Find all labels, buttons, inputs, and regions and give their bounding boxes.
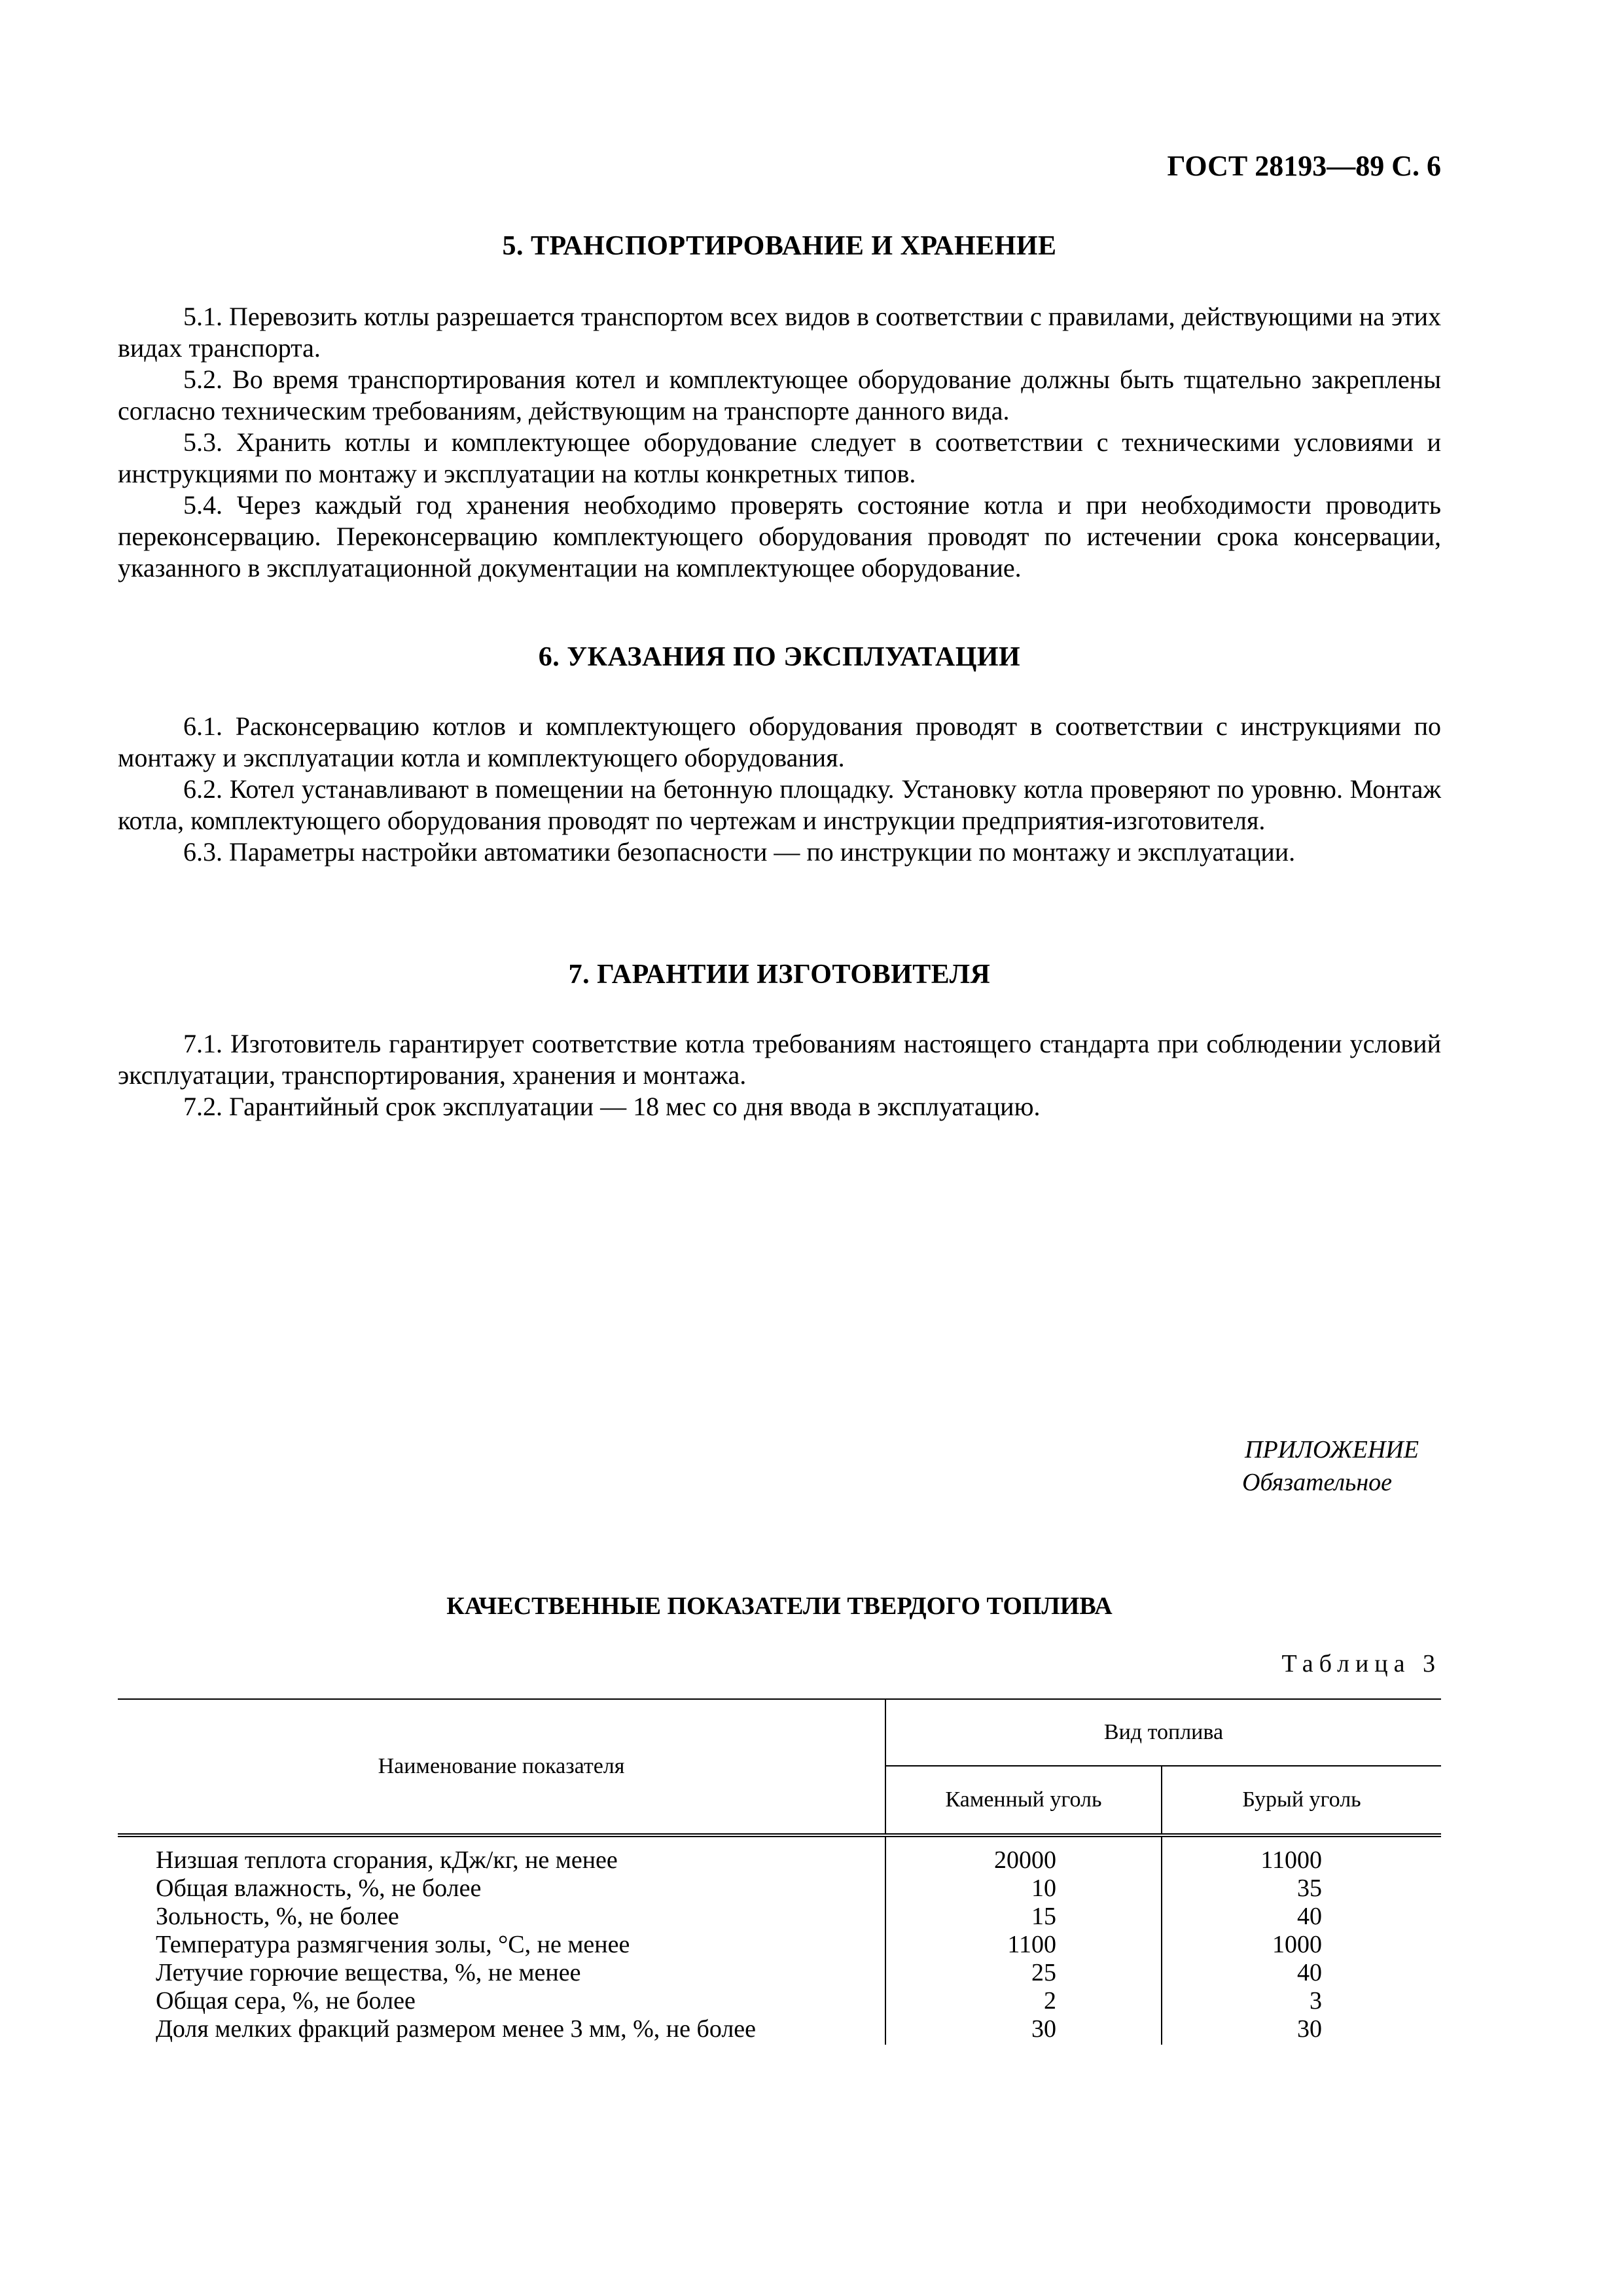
table-row: Летучие горючие вещества, %, не менее 25 40 bbox=[118, 1959, 1441, 1987]
section-7 bbox=[118, 959, 1441, 1122]
header-col-1: Каменный уголь bbox=[885, 1766, 1162, 1835]
paragraph: 6.3. Параметры настройки автоматики безопасности — по инструкции по монтажу и эксплуатации. bbox=[183, 837, 1296, 867]
paragraph: 5.3. Хранить котлы и комплектующее оборудование следует в соответствии с техническими условиями и инструкциями по монтажу и эксплуатации на котлы конкретных типов. bbox=[118, 427, 1441, 488]
appendix-subtitle: Обязательное bbox=[1242, 1469, 1393, 1496]
table-row: Общая сера, %, не более 2 3 bbox=[118, 1987, 1441, 2015]
paragraph: 5.2. Во время транспортирования котел и комплектующее оборудование должны быть тщательно закреплены согласно техническим требованиям, действующим на транспорте данного вида. bbox=[118, 365, 1441, 425]
paragraph: 7.1. Изготовитель гарантирует соответствие котла требованиям настоящего стандарта при соблюдении условий эксплуатации, транспортирования, хранения и монтажа. bbox=[118, 1029, 1441, 1090]
section-title: 7. ГАРАНТИИ ИЗГОТОВИТЕЛЯ bbox=[568, 960, 991, 990]
section-title: 5. ТРАНСПОРТИРОВАНИЕ И ХРАНЕНИЕ bbox=[502, 231, 1057, 261]
header-name: Наименование показателя bbox=[118, 1699, 885, 1835]
fuel-quality-table bbox=[118, 1698, 1441, 2045]
paragraph: 6.2. Котел устанавливают в помещении на бетонную площадку. Установку котла проверяют по уровню. Монтаж котла, комплектующего оборудования проводят по чертежам и инструкции предприятия-изготовителя. bbox=[118, 774, 1441, 835]
table-row: Доля мелких фракций размером менее 3 мм, %, не более 30 30 bbox=[118, 2015, 1441, 2045]
appendix-label bbox=[1242, 1433, 1419, 1499]
table-row: Зольность, %, не более 15 40 bbox=[118, 1903, 1441, 1931]
section-6 bbox=[118, 641, 1441, 868]
table-label: Таблица 3 bbox=[1281, 1650, 1441, 1677]
table-row: Общая влажность, %, не более 10 35 bbox=[118, 1874, 1441, 1903]
paragraph: 5.1. Перевозить котлы разрешается транспортом всех видов в соответствии с правилами, действующими на этих видах транспорта. bbox=[118, 302, 1441, 363]
table-title: КАЧЕСТВЕННЫЕ ПОКАЗАТЕЛИ ТВЕРДОГО ТОПЛИВА bbox=[446, 1592, 1113, 1620]
table-row: Температура размягчения золы, °С, не менее 1100 1000 bbox=[118, 1931, 1441, 1959]
section-5 bbox=[118, 230, 1441, 584]
page-header: ГОСТ 28193—89 С. 6 bbox=[1167, 150, 1441, 182]
paragraph: 6.1. Расконсервацию котлов и комплектующего оборудования проводят в соответствии с инструкциями по монтажу и эксплуатации котла и комплектующего оборудования. bbox=[118, 711, 1441, 772]
header-group: Вид топлива bbox=[885, 1699, 1441, 1766]
table-row: Низшая теплота сгорания, кДж/кг, не менее 20000 11000 bbox=[118, 1835, 1441, 1874]
paragraph: 7.2. Гарантийный срок эксплуатации — 18 мес со дня ввода в эксплуатацию. bbox=[183, 1092, 1041, 1121]
header-col-2: Бурый уголь bbox=[1162, 1766, 1441, 1835]
section-title: 6. УКАЗАНИЯ ПО ЭКСПЛУАТАЦИИ bbox=[538, 642, 1021, 672]
paragraph: 5.4. Через каждый год хранения необходимо проверять состояние котла и при необходимости проводить переконсервацию. Переконсервацию комплектующего оборудования проводят по истечении срока консервации, указанного в эксплуатационной документации на комплектующее оборудование. bbox=[118, 490, 1441, 583]
appendix-title: ПРИЛОЖЕНИЕ bbox=[1245, 1436, 1419, 1463]
